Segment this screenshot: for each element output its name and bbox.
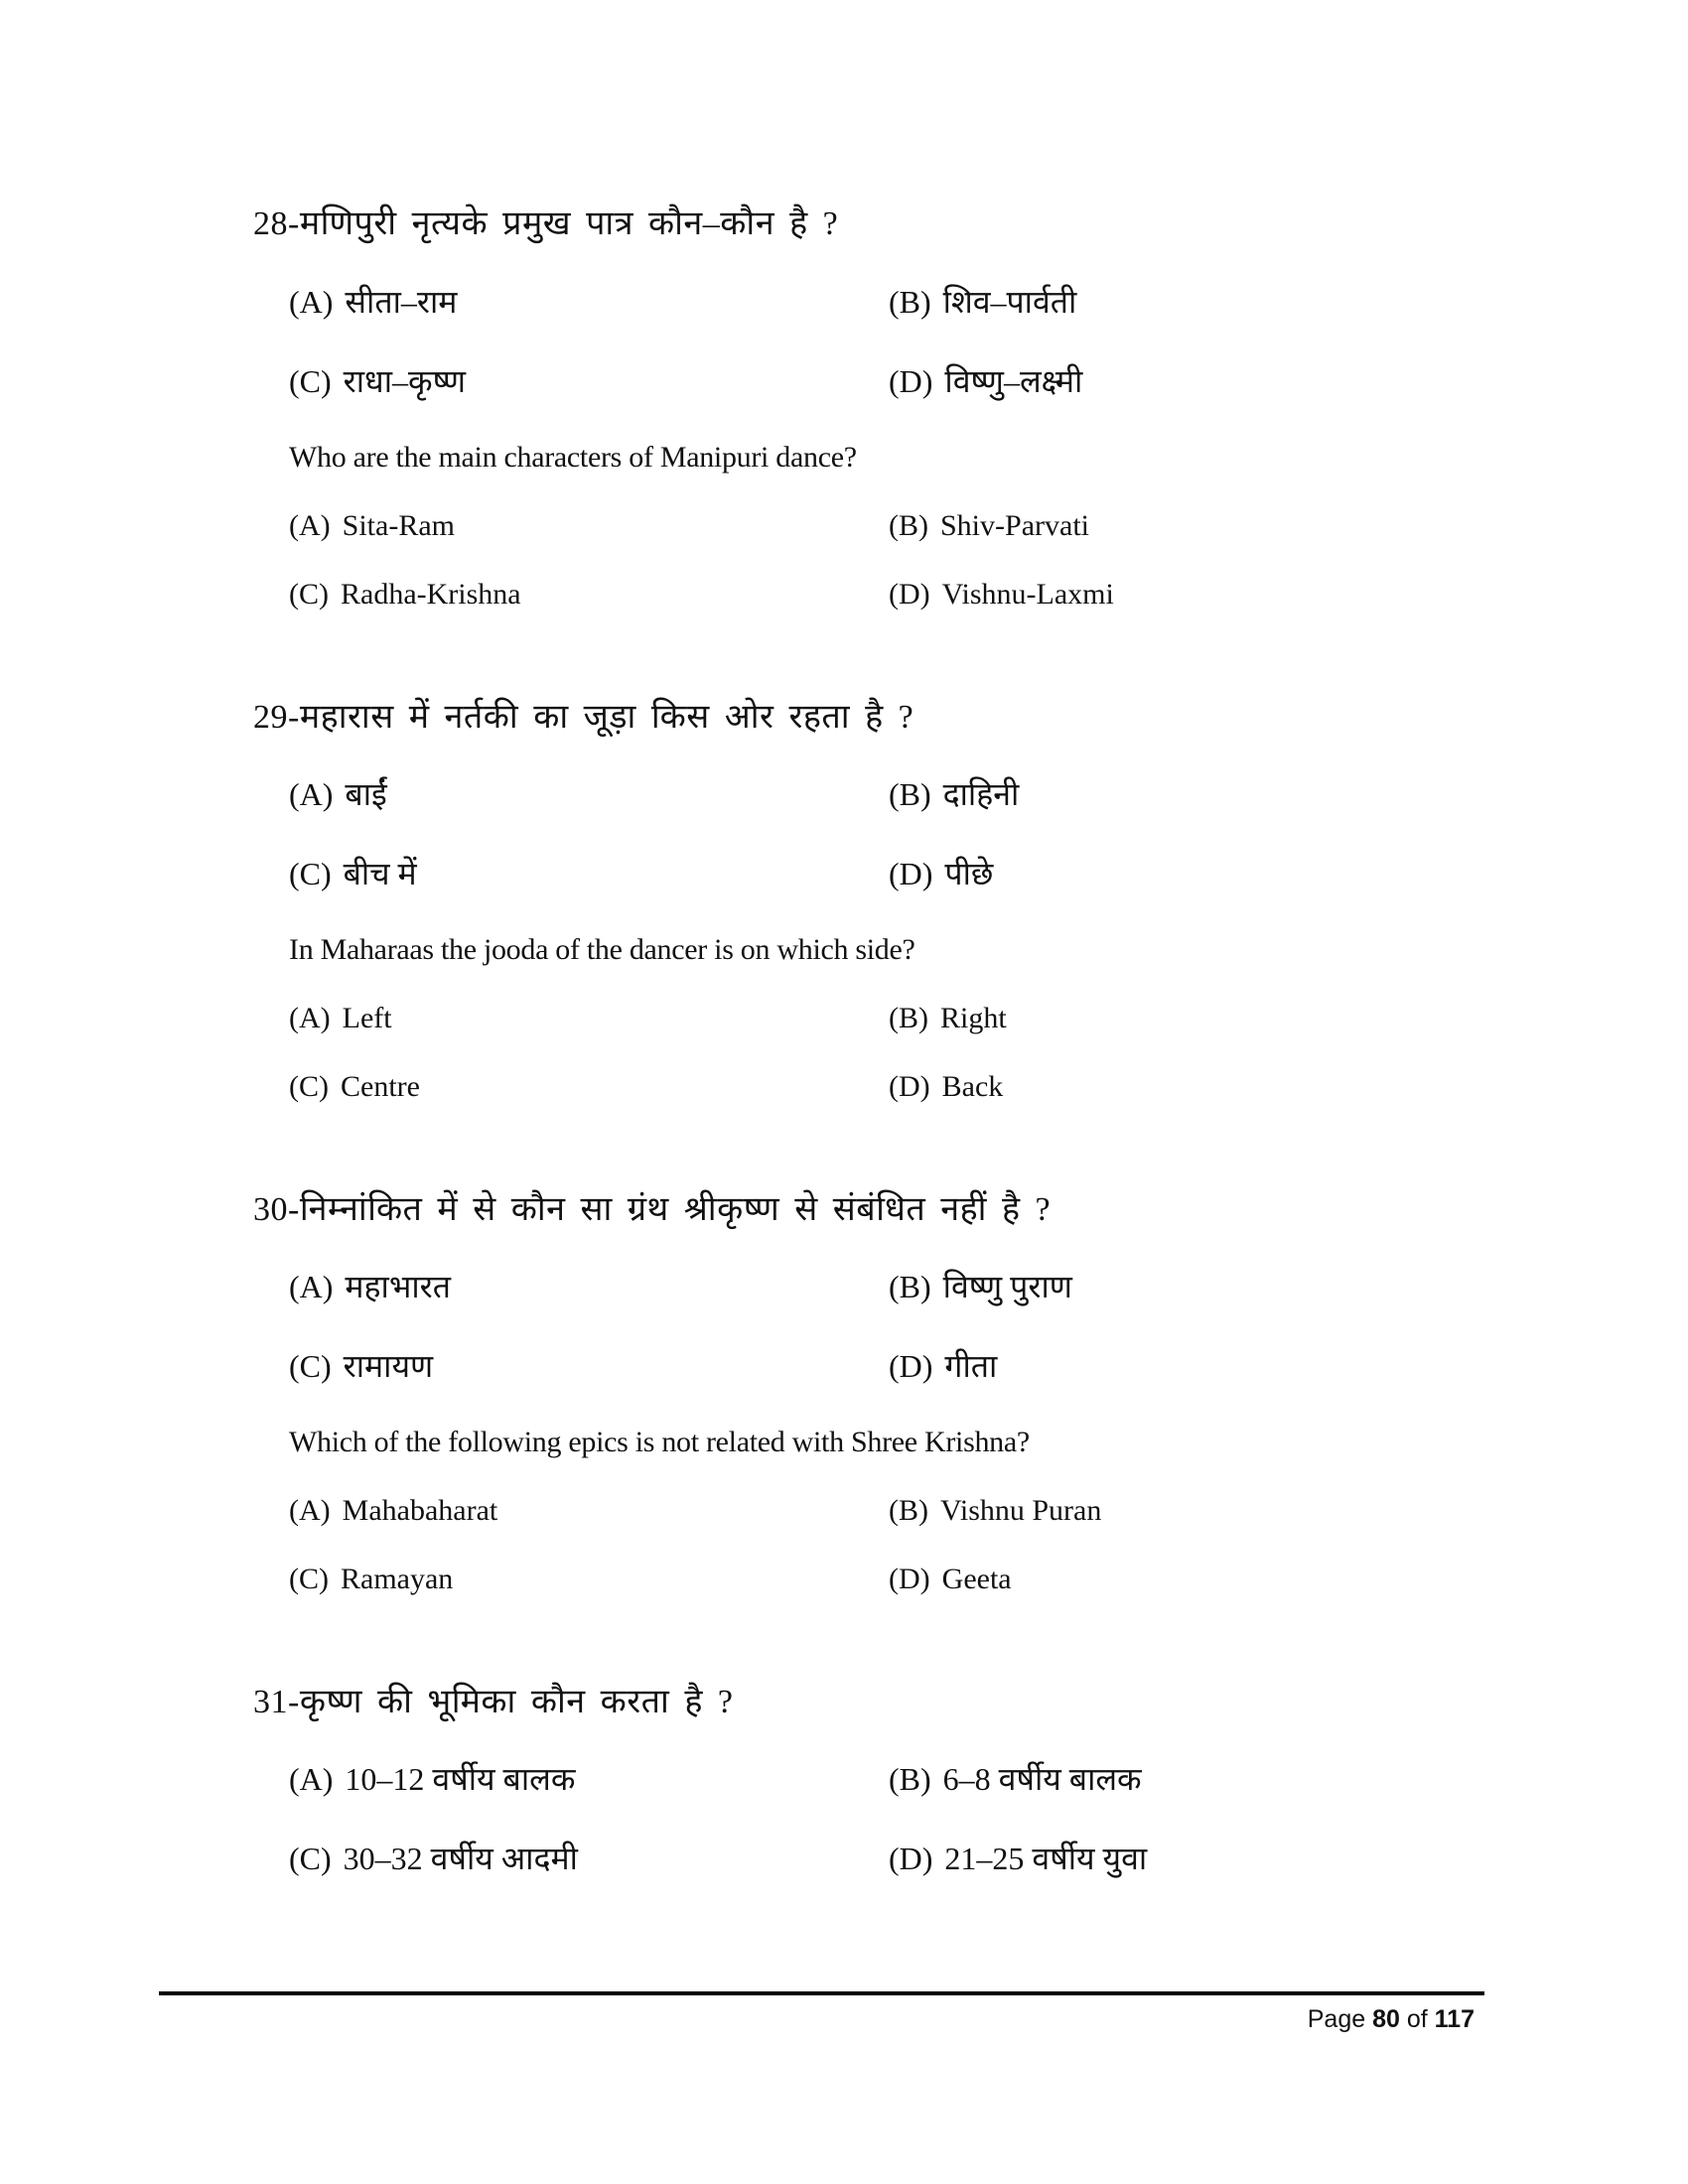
option-a-hindi: (A) सीता–राम — [289, 284, 458, 320]
question-29-hindi — [253, 692, 914, 738]
option-d-english: (D) Geeta — [889, 1563, 1012, 1595]
question-31-hindi — [253, 1677, 733, 1722]
question-30-english: Which of the following epics is not related with Shree Krishna? — [289, 1426, 1030, 1458]
option-d-english: (D) Vishnu-Laxmi — [889, 578, 1114, 611]
option-c-english: (C) Ramayan — [289, 1563, 454, 1595]
option-a-hindi: (A) बाईं — [289, 776, 387, 812]
option-b-hindi: (B) दाहिनी — [889, 776, 1020, 812]
option-d-hindi: (D) पीछे — [889, 856, 994, 891]
option-a-english: (A) Sita-Ram — [289, 509, 455, 542]
option-a-english: (A) Mahabaharat — [289, 1494, 498, 1527]
option-c-hindi: (C) रामायण — [289, 1348, 434, 1384]
question-number: 30- — [253, 1191, 300, 1228]
option-b-english: (B) Right — [889, 1002, 1007, 1034]
option-d-hindi: (D) विष्णु–लक्ष्मी — [889, 363, 1083, 399]
option-b-hindi: (B) विष्णु पुराण — [889, 1269, 1072, 1304]
option-b-english: (B) Vishnu Puran — [889, 1494, 1102, 1527]
question-text: निम्नांकित में से कौन सा ग्रंथ श्रीकृष्ण से संबंधित नहीं है ? — [299, 1191, 1052, 1228]
question-number: 29- — [253, 699, 300, 736]
option-d-hindi: (D) 21–25 वर्षीय युवा — [889, 1841, 1148, 1876]
option-d-english: (D) Back — [889, 1070, 1004, 1103]
option-c-hindi: (C) 30–32 वर्षीय आदमी — [289, 1841, 578, 1876]
option-b-hindi: (B) शिव–पार्वती — [889, 284, 1077, 320]
question-28-hindi — [253, 199, 838, 244]
question-28-english: Who are the main characters of Manipuri dance? — [289, 441, 857, 474]
option-b-hindi: (B) 6–8 वर्षीय बालक — [889, 1761, 1142, 1797]
option-a-hindi: (A) 10–12 वर्षीय बालक — [289, 1761, 576, 1797]
question-29-english: In Maharaas the jooda of the dancer is on which side? — [289, 933, 915, 966]
option-c-english: (C) Centre — [289, 1070, 420, 1103]
option-c-hindi: (C) राधा–कृष्ण — [289, 363, 467, 399]
page-number: Page 80 of 117 — [1307, 2005, 1475, 2033]
current-page: 80 — [1372, 2005, 1400, 2033]
question-30-hindi — [253, 1184, 1051, 1230]
option-a-hindi: (A) महाभारत — [289, 1269, 451, 1304]
question-text: महारास में नर्तकी का जूड़ा किस ओर रहता है ? — [299, 699, 914, 736]
question-number: 28- — [253, 205, 300, 242]
option-c-english: (C) Radha-Krishna — [289, 578, 521, 611]
question-text: मणिपुरी नृत्यके प्रमुख पात्र कौन–कौन है ? — [299, 205, 839, 242]
option-b-english: (B) Shiv-Parvati — [889, 509, 1089, 542]
question-text: कृष्ण की भूमिका कौन करता है ? — [299, 1684, 734, 1720]
question-number: 31- — [253, 1684, 300, 1720]
option-c-hindi: (C) बीच में — [289, 856, 417, 891]
total-pages: 117 — [1434, 2005, 1475, 2033]
option-a-english: (A) Left — [289, 1002, 392, 1034]
footer-divider — [159, 1991, 1484, 1995]
option-d-hindi: (D) गीता — [889, 1348, 998, 1384]
